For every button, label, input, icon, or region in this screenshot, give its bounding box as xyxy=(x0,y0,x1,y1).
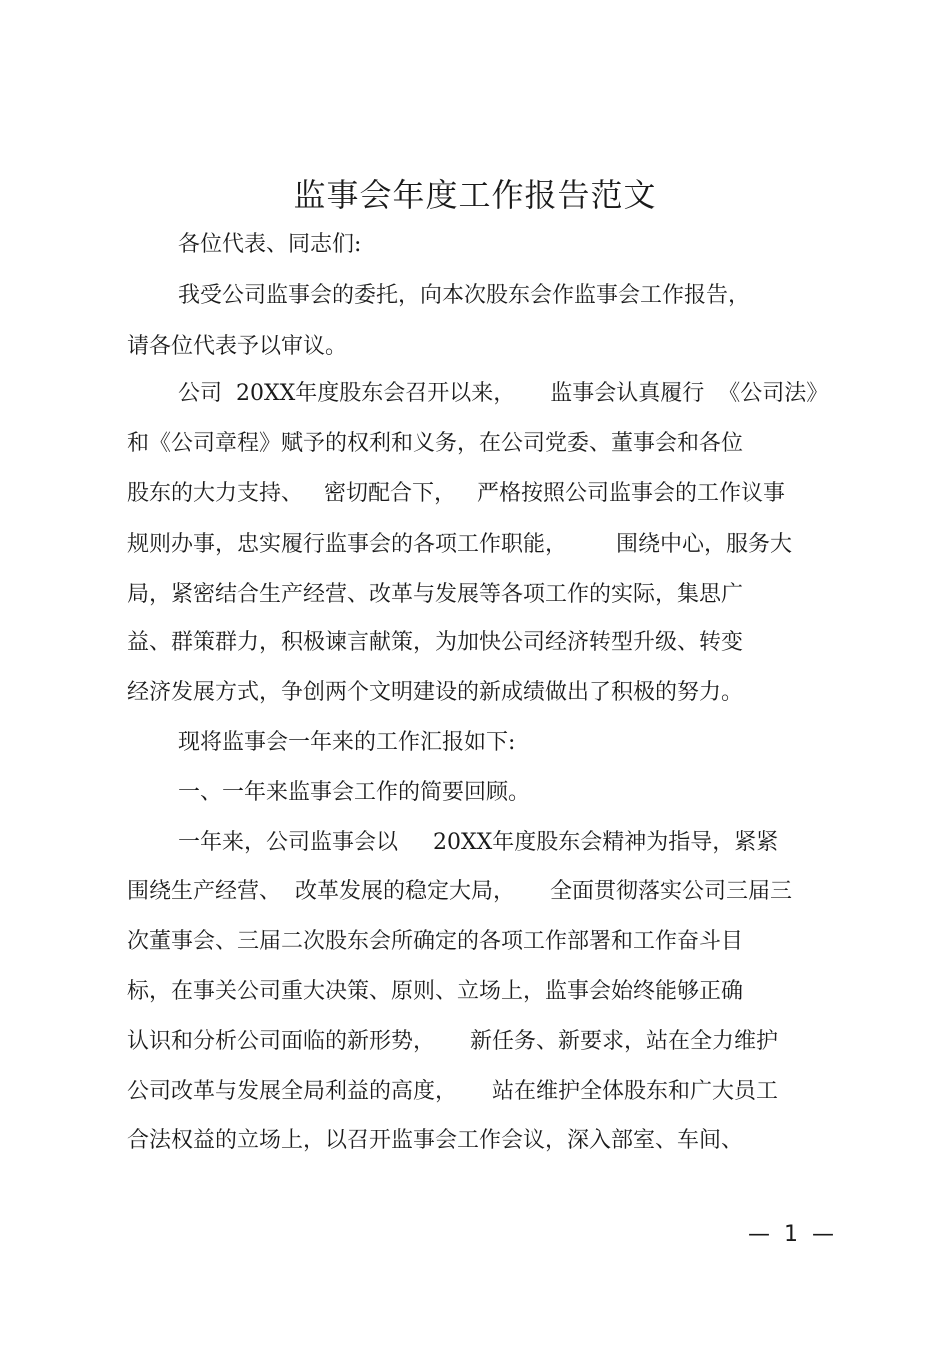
paragraph-line: 益、群策群力，积极谏言献策，为加快公司经济转型升级、转变 xyxy=(127,630,744,655)
paragraph-line: 局，紧密结合生产经营、改革与发展等各项工作的实际，集思广 xyxy=(127,582,744,607)
page-number: — 1 — xyxy=(748,1222,834,1247)
paragraph-line: 请各位代表予以审议。 xyxy=(127,334,348,359)
paragraph-line: 和《公司章程》赋予的权利和义务，在公司党委、董事会和各位 xyxy=(127,431,744,456)
paragraph-line: 合法权益的立场上，以召开监事会工作会议，深入部室、车间、 xyxy=(127,1128,744,1153)
paragraph-line: 围绕生产经营、 改革发展的稳定大局， 全面贯彻落实公司三届三 xyxy=(127,879,792,904)
paragraph-line: 经济发展方式，争创两个文明建设的新成绩做出了积极的努力。 xyxy=(127,680,744,705)
paragraph-line: 公司改革与发展全局利益的高度， 站在维护全体股东和广大员工 xyxy=(127,1079,778,1104)
paragraph-line: 一、一年来监事会工作的简要回顾。 xyxy=(178,780,531,805)
paragraph-line: 认识和分析公司面临的新形势， 新任务、新要求，站在全力维护 xyxy=(127,1029,778,1054)
document-title: 监事会年度工作报告范文 xyxy=(293,176,657,214)
paragraph-line: 我受公司监事会的委托，向本次股东会作监事会工作报告， xyxy=(178,283,751,308)
paragraph-line: 现将监事会一年来的工作汇报如下: xyxy=(178,730,516,755)
paragraph-line: 次董事会、三届二次股东会所确定的各项工作部署和工作奋斗目 xyxy=(127,929,744,954)
paragraph-line: 各位代表、同志们: xyxy=(178,232,362,257)
paragraph-line: 一年来，公司监事会以 20XX年度股东会精神为指导，紧紧 xyxy=(178,830,779,855)
paragraph-line: 规则办事，忠实履行监事会的各项工作职能， 围绕中心，服务大 xyxy=(127,532,792,557)
paragraph-line: 股东的大力支持、 密切配合下， 严格按照公司监事会的工作议事 xyxy=(127,481,785,506)
paragraph-line: 公司 20XX年度股东会召开以来， 监事会认真履行 《公司法》 xyxy=(178,381,829,406)
paragraph-line: 标，在事关公司重大决策、原则、立场上，监事会始终能够正确 xyxy=(127,979,744,1004)
